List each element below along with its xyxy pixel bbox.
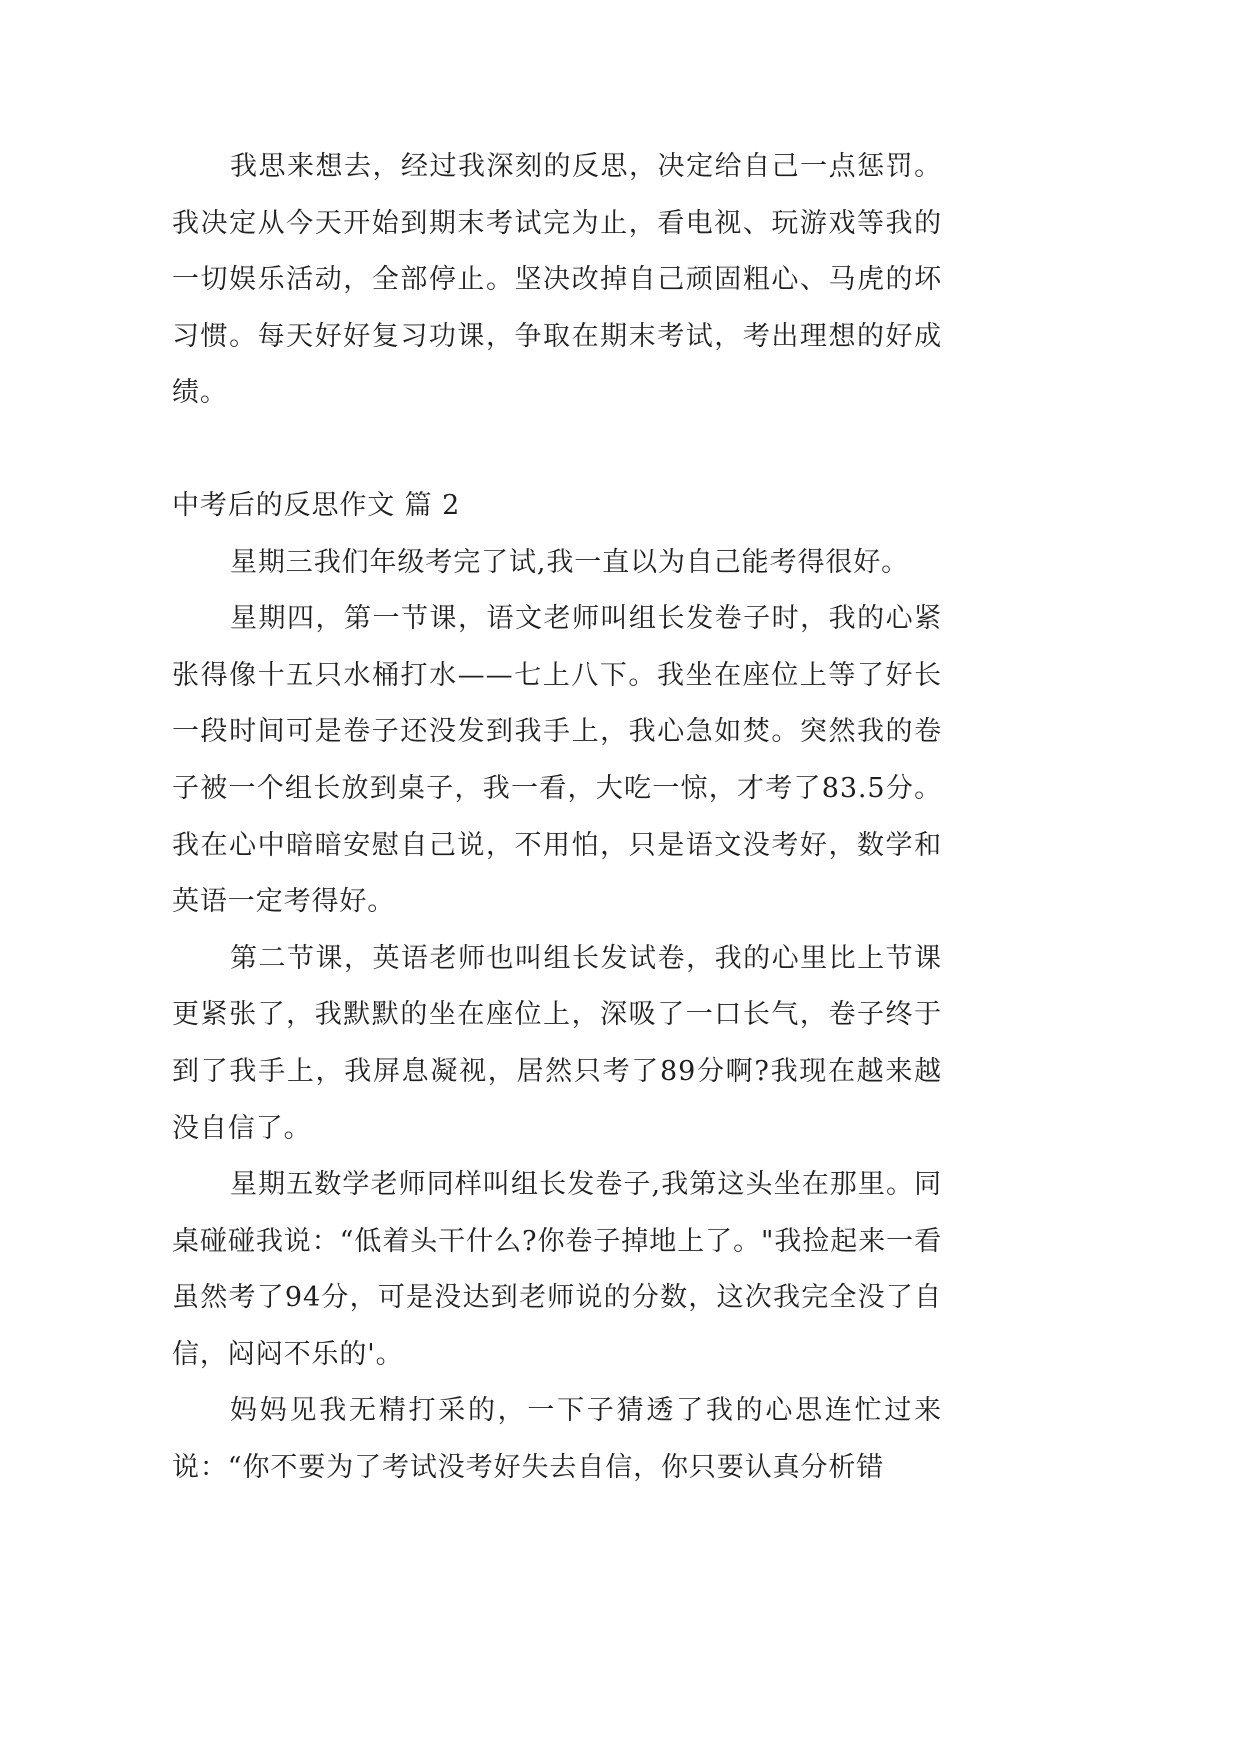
paragraph-punishment: 我思来想去，经过我深刻的反思，决定给自己一点惩罚。我决定从今天开始到期末考试完为止，看电视、玩游戏等我的一切娱乐活动，全部停止。坚决改掉自己顽固粗心、马虎的坏习惯。每天好好复习功课，争取在期末考试，考出理想的好成绩。 (172, 151, 942, 409)
section-heading: 中考后的反思作文 篇 2 (172, 489, 461, 521)
paragraph-mother: 妈妈见我无精打采的，一下子猜透了我的心思连忙过来说：“你不要为了考试没考好失去自信，你只要认真分析错 (172, 1395, 942, 1484)
paragraph-friday: 星期五数学老师同样叫组长发卷子,我第这头坐在那里。同桌碰碰我说：“低着头干什么?你卷子掉地上了。"我捡起来一看虽然考了94分，可是没达到老师说的分数，这次我完全没了自信，闷闷不乐的'。 (172, 1169, 942, 1370)
document-page (172, 139, 942, 1497)
paragraph-second-class: 第二节课，英语老师也叫组长发试卷，我的心里比上节课更紧张了，我默默的坐在座位上，深吸了一口长气，卷子终于到了我手上，我屏息凝视，居然只考了89分啊?我现在越来越没自信了。 (172, 942, 942, 1144)
paragraph-thursday: 星期四，第一节课，语文老师叫组长发卷子时，我的心紧张得像十五只水桶打水——七上八下。我坐在座位上等了好长一段时间可是卷子还没发到我手上，我心急如焚。突然我的卷子被一个组长放到桌子，我一看，大吃一惊，才考了83.5分。我在心中暗暗安慰自己说，不用怕，只是语文没考好，数学和英语一定考得好。 (172, 603, 942, 918)
paragraph-wednesday: 星期三我们年级考完了试,我一直以为自己能考得很好。 (230, 546, 910, 578)
